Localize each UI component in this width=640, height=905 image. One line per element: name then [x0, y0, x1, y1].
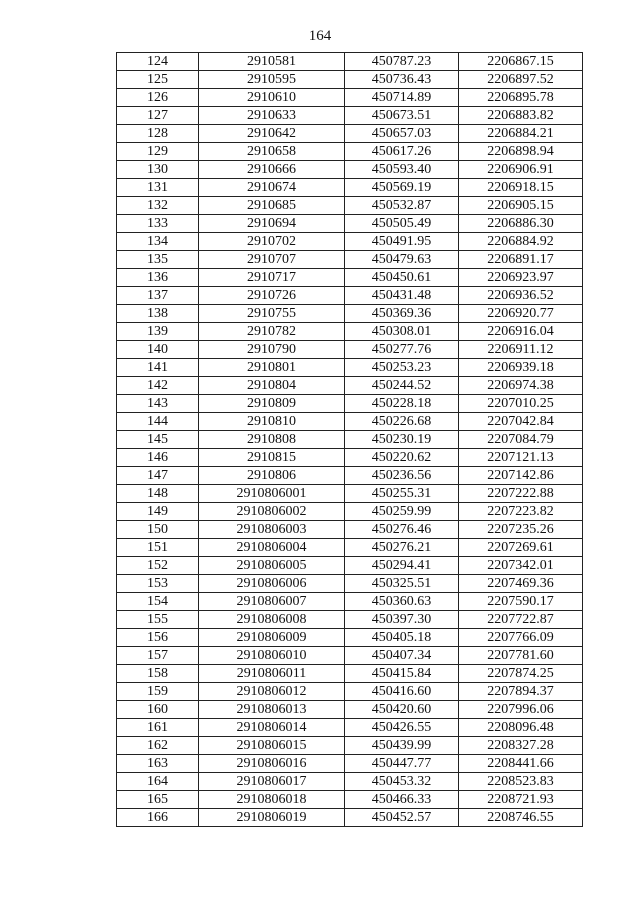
y-coordinate-cell: 2207722.87 — [459, 611, 583, 629]
row-index-cell: 166 — [117, 809, 199, 827]
point-id-cell: 2910782 — [199, 323, 345, 341]
y-coordinate-cell: 2206920.77 — [459, 305, 583, 323]
row-index-cell: 137 — [117, 287, 199, 305]
coordinates-table — [116, 52, 583, 827]
point-id-cell: 2910806005 — [199, 557, 345, 575]
row-index-cell: 149 — [117, 503, 199, 521]
point-id-cell: 2910685 — [199, 197, 345, 215]
x-coordinate-cell: 450405.18 — [345, 629, 459, 647]
point-id-cell: 2910806011 — [199, 665, 345, 683]
table-row — [117, 539, 583, 557]
x-coordinate-cell: 450415.84 — [345, 665, 459, 683]
table-row — [117, 107, 583, 125]
x-coordinate-cell: 450369.36 — [345, 305, 459, 323]
table-row — [117, 71, 583, 89]
table-row — [117, 773, 583, 791]
row-index-cell: 132 — [117, 197, 199, 215]
y-coordinate-cell: 2206923.97 — [459, 269, 583, 287]
x-coordinate-cell: 450276.21 — [345, 539, 459, 557]
point-id-cell: 2910806013 — [199, 701, 345, 719]
table-row — [117, 521, 583, 539]
point-id-cell: 2910806017 — [199, 773, 345, 791]
y-coordinate-cell: 2206883.82 — [459, 107, 583, 125]
table-row — [117, 125, 583, 143]
row-index-cell: 130 — [117, 161, 199, 179]
point-id-cell: 2910806012 — [199, 683, 345, 701]
table-row — [117, 449, 583, 467]
point-id-cell: 2910806015 — [199, 737, 345, 755]
x-coordinate-cell: 450308.01 — [345, 323, 459, 341]
row-index-cell: 136 — [117, 269, 199, 287]
y-coordinate-cell: 2207222.88 — [459, 485, 583, 503]
y-coordinate-cell: 2207223.82 — [459, 503, 583, 521]
y-coordinate-cell: 2207010.25 — [459, 395, 583, 413]
table-row — [117, 575, 583, 593]
row-index-cell: 126 — [117, 89, 199, 107]
row-index-cell: 162 — [117, 737, 199, 755]
y-coordinate-cell: 2207142.86 — [459, 467, 583, 485]
row-index-cell: 152 — [117, 557, 199, 575]
table-row — [117, 143, 583, 161]
table-row — [117, 485, 583, 503]
table-row — [117, 233, 583, 251]
y-coordinate-cell: 2208523.83 — [459, 773, 583, 791]
y-coordinate-cell: 2206895.78 — [459, 89, 583, 107]
y-coordinate-cell: 2207469.36 — [459, 575, 583, 593]
point-id-cell: 2910581 — [199, 53, 345, 71]
row-index-cell: 131 — [117, 179, 199, 197]
y-coordinate-cell: 2206911.12 — [459, 341, 583, 359]
point-id-cell: 2910806019 — [199, 809, 345, 827]
point-id-cell: 2910674 — [199, 179, 345, 197]
x-coordinate-cell: 450787.23 — [345, 53, 459, 71]
point-id-cell: 2910806010 — [199, 647, 345, 665]
x-coordinate-cell: 450736.43 — [345, 71, 459, 89]
x-coordinate-cell: 450491.95 — [345, 233, 459, 251]
point-id-cell: 2910633 — [199, 107, 345, 125]
x-coordinate-cell: 450714.89 — [345, 89, 459, 107]
table-row — [117, 305, 583, 323]
point-id-cell: 2910806007 — [199, 593, 345, 611]
table-row — [117, 737, 583, 755]
row-index-cell: 164 — [117, 773, 199, 791]
row-index-cell: 143 — [117, 395, 199, 413]
table-row — [117, 53, 583, 71]
row-index-cell: 158 — [117, 665, 199, 683]
table-row — [117, 269, 583, 287]
point-id-cell: 2910707 — [199, 251, 345, 269]
y-coordinate-cell: 2207342.01 — [459, 557, 583, 575]
y-coordinate-cell: 2206898.94 — [459, 143, 583, 161]
row-index-cell: 141 — [117, 359, 199, 377]
row-index-cell: 142 — [117, 377, 199, 395]
point-id-cell: 2910694 — [199, 215, 345, 233]
point-id-cell: 2910804 — [199, 377, 345, 395]
table-row — [117, 629, 583, 647]
point-id-cell: 2910806006 — [199, 575, 345, 593]
row-index-cell: 151 — [117, 539, 199, 557]
point-id-cell: 2910810 — [199, 413, 345, 431]
y-coordinate-cell: 2206939.18 — [459, 359, 583, 377]
point-id-cell: 2910806014 — [199, 719, 345, 737]
table-row — [117, 89, 583, 107]
row-index-cell: 144 — [117, 413, 199, 431]
point-id-cell: 2910806002 — [199, 503, 345, 521]
table-row — [117, 341, 583, 359]
y-coordinate-cell: 2208721.93 — [459, 791, 583, 809]
table-row — [117, 791, 583, 809]
table-row — [117, 179, 583, 197]
row-index-cell: 163 — [117, 755, 199, 773]
table-row — [117, 413, 583, 431]
y-coordinate-cell: 2206974.38 — [459, 377, 583, 395]
y-coordinate-cell: 2207874.25 — [459, 665, 583, 683]
point-id-cell: 2910806009 — [199, 629, 345, 647]
x-coordinate-cell: 450276.46 — [345, 521, 459, 539]
y-coordinate-cell: 2208746.55 — [459, 809, 583, 827]
y-coordinate-cell: 2206891.17 — [459, 251, 583, 269]
x-coordinate-cell: 450505.49 — [345, 215, 459, 233]
y-coordinate-cell: 2206936.52 — [459, 287, 583, 305]
table-row — [117, 431, 583, 449]
table-row — [117, 647, 583, 665]
point-id-cell: 2910801 — [199, 359, 345, 377]
row-index-cell: 125 — [117, 71, 199, 89]
x-coordinate-cell: 450426.55 — [345, 719, 459, 737]
row-index-cell: 161 — [117, 719, 199, 737]
x-coordinate-cell: 450228.18 — [345, 395, 459, 413]
y-coordinate-cell: 2207121.13 — [459, 449, 583, 467]
coordinates-table-container — [116, 52, 582, 827]
point-id-cell: 2910806008 — [199, 611, 345, 629]
y-coordinate-cell: 2206906.91 — [459, 161, 583, 179]
table-row — [117, 683, 583, 701]
row-index-cell: 150 — [117, 521, 199, 539]
row-index-cell: 135 — [117, 251, 199, 269]
row-index-cell: 146 — [117, 449, 199, 467]
x-coordinate-cell: 450450.61 — [345, 269, 459, 287]
row-index-cell: 139 — [117, 323, 199, 341]
table-row — [117, 395, 583, 413]
x-coordinate-cell: 450325.51 — [345, 575, 459, 593]
table-row — [117, 665, 583, 683]
row-index-cell: 159 — [117, 683, 199, 701]
x-coordinate-cell: 450532.87 — [345, 197, 459, 215]
row-index-cell: 157 — [117, 647, 199, 665]
y-coordinate-cell: 2208327.28 — [459, 737, 583, 755]
point-id-cell: 2910702 — [199, 233, 345, 251]
x-coordinate-cell: 450479.63 — [345, 251, 459, 269]
point-id-cell: 2910806 — [199, 467, 345, 485]
y-coordinate-cell: 2206897.52 — [459, 71, 583, 89]
row-index-cell: 134 — [117, 233, 199, 251]
row-index-cell: 160 — [117, 701, 199, 719]
x-coordinate-cell: 450431.48 — [345, 287, 459, 305]
x-coordinate-cell: 450453.32 — [345, 773, 459, 791]
table-row — [117, 197, 583, 215]
table-row — [117, 215, 583, 233]
row-index-cell: 124 — [117, 53, 199, 71]
row-index-cell: 165 — [117, 791, 199, 809]
point-id-cell: 2910806018 — [199, 791, 345, 809]
table-row — [117, 593, 583, 611]
table-row — [117, 809, 583, 827]
y-coordinate-cell: 2208096.48 — [459, 719, 583, 737]
point-id-cell: 2910806003 — [199, 521, 345, 539]
x-coordinate-cell: 450447.77 — [345, 755, 459, 773]
x-coordinate-cell: 450420.60 — [345, 701, 459, 719]
row-index-cell: 138 — [117, 305, 199, 323]
table-row — [117, 719, 583, 737]
table-row — [117, 467, 583, 485]
table-row — [117, 755, 583, 773]
row-index-cell: 156 — [117, 629, 199, 647]
y-coordinate-cell: 2206916.04 — [459, 323, 583, 341]
point-id-cell: 2910755 — [199, 305, 345, 323]
row-index-cell: 129 — [117, 143, 199, 161]
row-index-cell: 148 — [117, 485, 199, 503]
point-id-cell: 2910658 — [199, 143, 345, 161]
point-id-cell: 2910806001 — [199, 485, 345, 503]
point-id-cell: 2910666 — [199, 161, 345, 179]
x-coordinate-cell: 450439.99 — [345, 737, 459, 755]
table-row — [117, 557, 583, 575]
table-row — [117, 359, 583, 377]
y-coordinate-cell: 2207590.17 — [459, 593, 583, 611]
y-coordinate-cell: 2206884.92 — [459, 233, 583, 251]
x-coordinate-cell: 450360.63 — [345, 593, 459, 611]
x-coordinate-cell: 450593.40 — [345, 161, 459, 179]
page-number: 164 — [308, 28, 332, 44]
point-id-cell: 2910790 — [199, 341, 345, 359]
point-id-cell: 2910809 — [199, 395, 345, 413]
point-id-cell: 2910815 — [199, 449, 345, 467]
point-id-cell: 2910610 — [199, 89, 345, 107]
y-coordinate-cell: 2206918.15 — [459, 179, 583, 197]
y-coordinate-cell: 2207894.37 — [459, 683, 583, 701]
x-coordinate-cell: 450244.52 — [345, 377, 459, 395]
row-index-cell: 155 — [117, 611, 199, 629]
y-coordinate-cell: 2207781.60 — [459, 647, 583, 665]
y-coordinate-cell: 2207235.26 — [459, 521, 583, 539]
row-index-cell: 154 — [117, 593, 199, 611]
table-row — [117, 161, 583, 179]
x-coordinate-cell: 450673.51 — [345, 107, 459, 125]
x-coordinate-cell: 450259.99 — [345, 503, 459, 521]
row-index-cell: 127 — [117, 107, 199, 125]
table-row — [117, 323, 583, 341]
row-index-cell: 140 — [117, 341, 199, 359]
x-coordinate-cell: 450452.57 — [345, 809, 459, 827]
point-id-cell: 2910806016 — [199, 755, 345, 773]
table-row — [117, 503, 583, 521]
y-coordinate-cell: 2206884.21 — [459, 125, 583, 143]
table-row — [117, 377, 583, 395]
point-id-cell: 2910595 — [199, 71, 345, 89]
y-coordinate-cell: 2207042.84 — [459, 413, 583, 431]
table-body — [117, 53, 583, 827]
row-index-cell: 128 — [117, 125, 199, 143]
x-coordinate-cell: 450255.31 — [345, 485, 459, 503]
row-index-cell: 145 — [117, 431, 199, 449]
point-id-cell: 2910717 — [199, 269, 345, 287]
point-id-cell: 2910726 — [199, 287, 345, 305]
point-id-cell: 2910642 — [199, 125, 345, 143]
x-coordinate-cell: 450230.19 — [345, 431, 459, 449]
x-coordinate-cell: 450277.76 — [345, 341, 459, 359]
point-id-cell: 2910808 — [199, 431, 345, 449]
x-coordinate-cell: 450466.33 — [345, 791, 459, 809]
y-coordinate-cell: 2207996.06 — [459, 701, 583, 719]
row-index-cell: 153 — [117, 575, 199, 593]
x-coordinate-cell: 450236.56 — [345, 467, 459, 485]
y-coordinate-cell: 2206905.15 — [459, 197, 583, 215]
y-coordinate-cell: 2208441.66 — [459, 755, 583, 773]
x-coordinate-cell: 450253.23 — [345, 359, 459, 377]
point-id-cell: 2910806004 — [199, 539, 345, 557]
x-coordinate-cell: 450416.60 — [345, 683, 459, 701]
y-coordinate-cell: 2206867.15 — [459, 53, 583, 71]
x-coordinate-cell: 450569.19 — [345, 179, 459, 197]
x-coordinate-cell: 450226.68 — [345, 413, 459, 431]
x-coordinate-cell: 450397.30 — [345, 611, 459, 629]
x-coordinate-cell: 450617.26 — [345, 143, 459, 161]
x-coordinate-cell: 450407.34 — [345, 647, 459, 665]
row-index-cell: 133 — [117, 215, 199, 233]
table-row — [117, 701, 583, 719]
row-index-cell: 147 — [117, 467, 199, 485]
table-row — [117, 287, 583, 305]
y-coordinate-cell: 2207084.79 — [459, 431, 583, 449]
y-coordinate-cell: 2206886.30 — [459, 215, 583, 233]
x-coordinate-cell: 450294.41 — [345, 557, 459, 575]
y-coordinate-cell: 2207269.61 — [459, 539, 583, 557]
x-coordinate-cell: 450657.03 — [345, 125, 459, 143]
table-row — [117, 251, 583, 269]
table-row — [117, 611, 583, 629]
x-coordinate-cell: 450220.62 — [345, 449, 459, 467]
y-coordinate-cell: 2207766.09 — [459, 629, 583, 647]
